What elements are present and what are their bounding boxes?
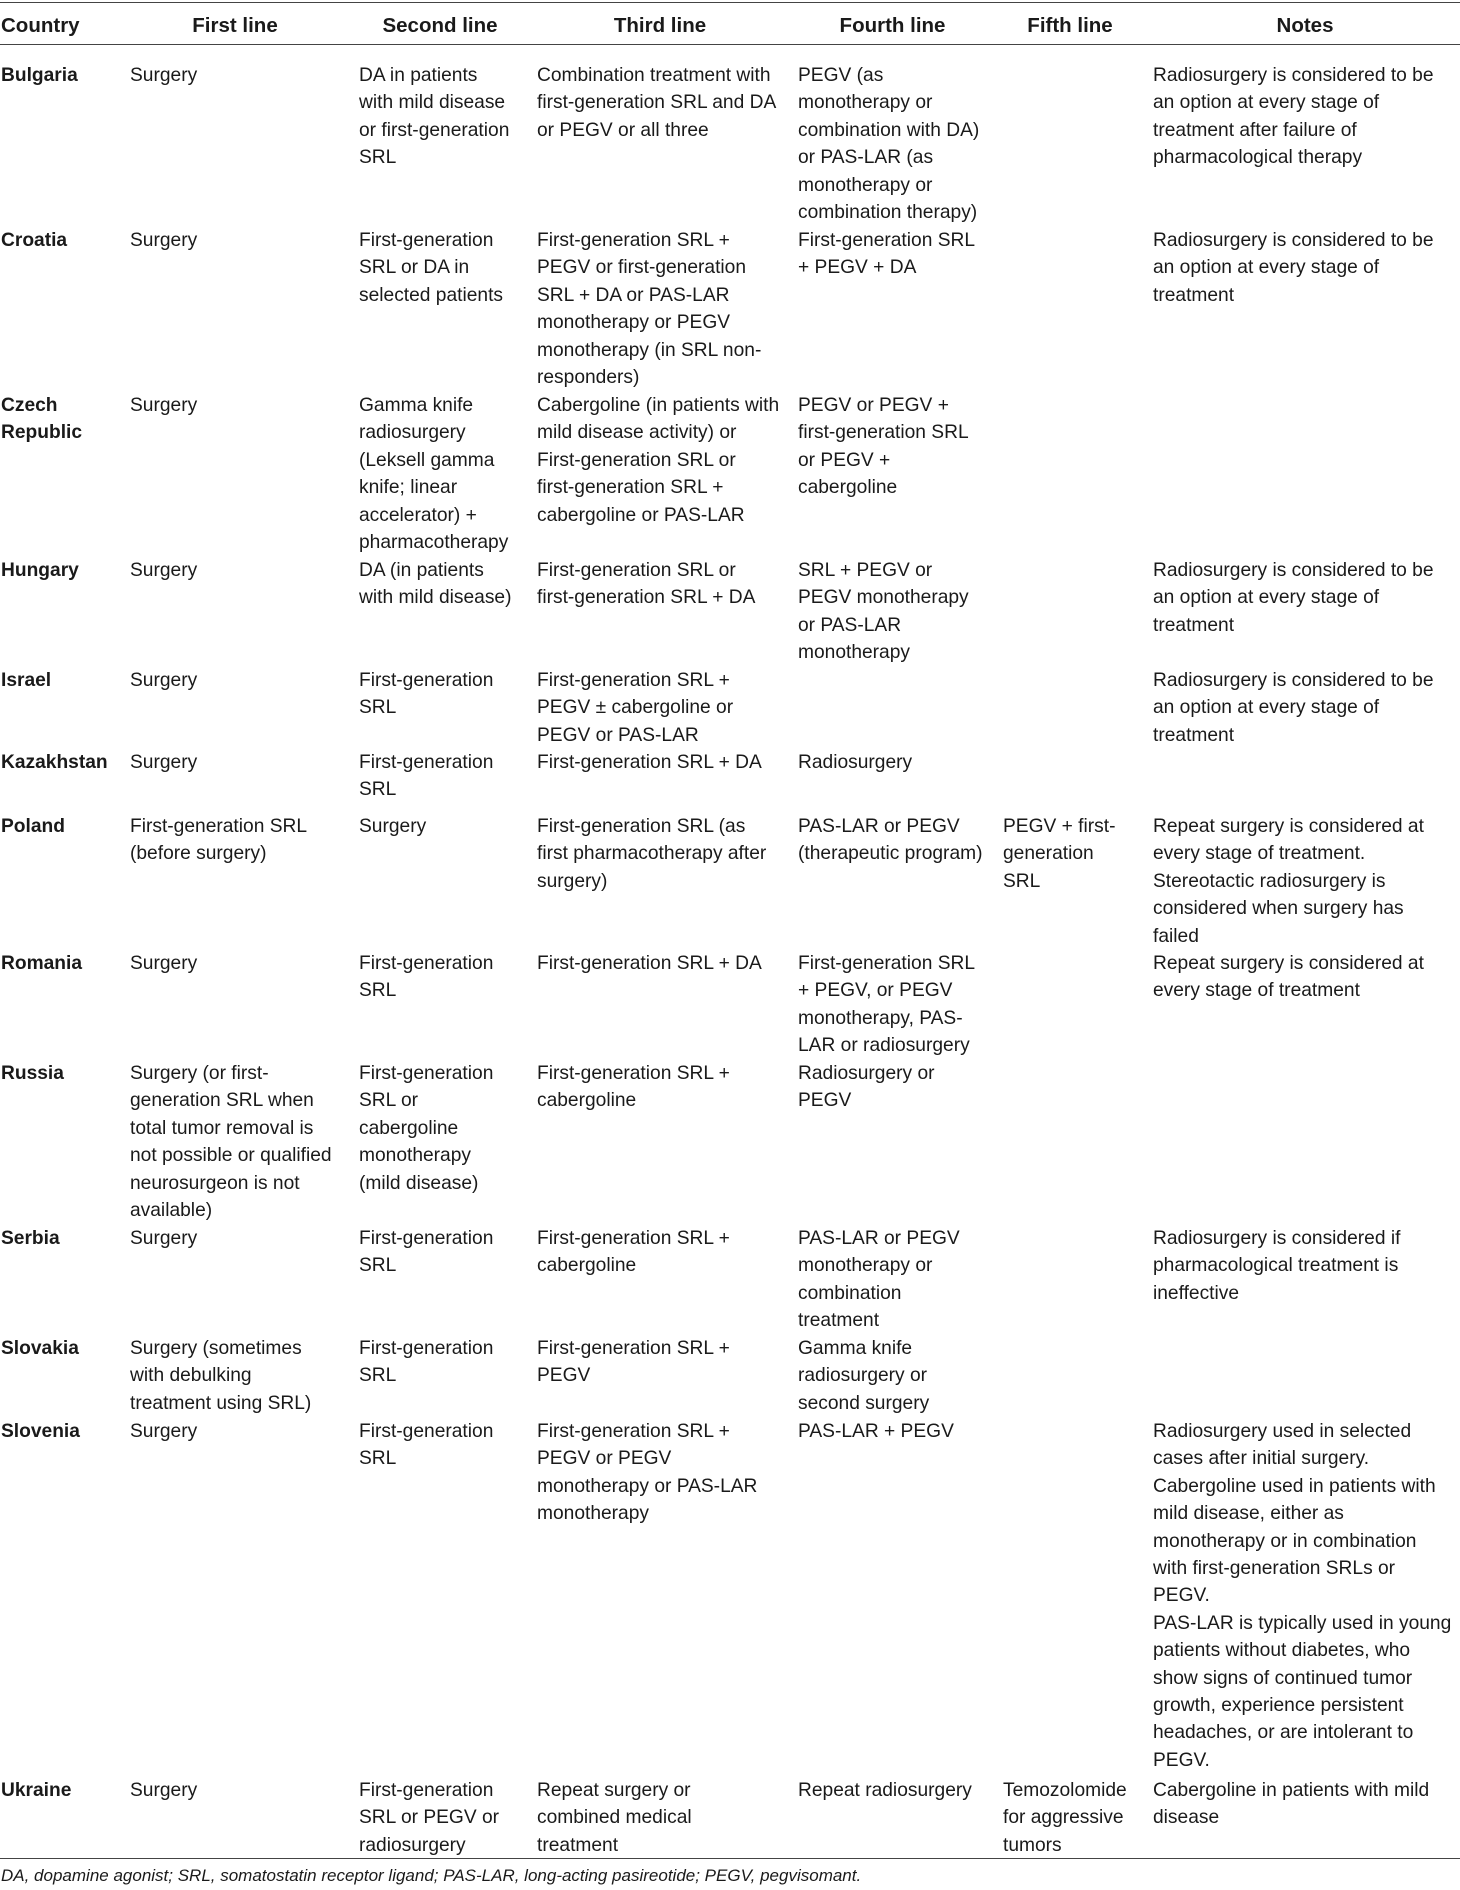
cell-fourth: Radiosurgery or PEGV xyxy=(798,1063,935,1112)
cell-second: First-generation SRL xyxy=(359,1228,494,1277)
cell-country: Poland xyxy=(1,816,65,837)
cell-first: Surgery xyxy=(130,1421,198,1442)
cell-notes: Radiosurgery is considered to be an option at every stage of treatment xyxy=(1153,670,1434,746)
cell-third: First-generation SRL + DA xyxy=(537,953,762,974)
cell-country: Serbia xyxy=(1,1228,60,1249)
cell-fourth: First-generation SRL + PEGV + DA xyxy=(798,230,976,279)
cell-country: Slovakia xyxy=(1,1338,79,1359)
cell-first: Surgery xyxy=(130,670,198,691)
cell-third: First-generation SRL + cabergoline xyxy=(537,1228,730,1277)
cell-fourth: Radiosurgery xyxy=(798,752,913,773)
cell-fourth: PEGV or PEGV + first-generation SRL or PEGV + cabergoline xyxy=(798,395,969,499)
cell-fourth: PAS-LAR or PEGV monotherapy or combination treatment xyxy=(798,1228,960,1332)
cell-third: Cabergoline (in patients with mild disease activity) or First-generation SRL or first-generation SRL + cabergoline or PAS-LAR xyxy=(537,395,780,526)
cell-second: DA in patients with mild disease or first-generation SRL xyxy=(359,65,510,169)
cell-second: First-generation SRL xyxy=(359,953,494,1002)
cell-fourth: PAS-LAR or PEGV (therapeutic program) xyxy=(798,816,983,865)
cell-first: Surgery xyxy=(130,953,198,974)
cell-first: Surgery xyxy=(130,560,198,581)
cell-fourth: SRL + PEGV or PEGV monotherapy or PAS-LAR monotherapy xyxy=(798,560,969,664)
cell-fourth: PAS-LAR + PEGV xyxy=(798,1421,954,1442)
cell-fifth: PEGV + first- generation SRL xyxy=(1003,816,1116,892)
cell-third: First-generation SRL + PEGV or first-generation SRL + DA or PAS-LAR monotherapy or PEGV monotherapy (in SRL non- responders) xyxy=(537,230,762,389)
cell-third: First-generation SRL + PEGV or PEGV monotherapy or PAS-LAR monotherapy xyxy=(537,1421,758,1525)
table-top-rule xyxy=(0,2,1460,3)
cell-country: Czech Republic xyxy=(1,395,83,444)
cell-fifth: Temozolomide for aggressive tumors xyxy=(1003,1780,1127,1856)
cell-country: Romania xyxy=(1,953,83,974)
cell-second: First-generation SRL or cabergoline monotherapy (mild disease) xyxy=(359,1063,494,1194)
header-fourth-line: Fourth line xyxy=(839,14,946,37)
cell-second: Gamma knife radiosurgery (Leksell gamma knife; linear accelerator) + pharmacotherapy xyxy=(359,395,509,554)
cell-second: DA (in patients with mild disease) xyxy=(359,560,512,609)
cell-country: Croatia xyxy=(1,230,68,251)
cell-third: First-generation SRL + PEGV ± cabergoline or PEGV or PAS-LAR xyxy=(537,670,734,746)
cell-country: Hungary xyxy=(1,560,79,581)
cell-third: First-generation SRL + cabergoline xyxy=(537,1063,730,1112)
header-second-line: Second line xyxy=(382,14,498,37)
cell-country: Russia xyxy=(1,1063,64,1084)
cell-second: First-generation SRL or PEGV or radiosurgery xyxy=(359,1780,500,1856)
cell-third: First-generation SRL + DA xyxy=(537,752,762,773)
cell-third: Repeat surgery or combined medical treatment xyxy=(537,1780,692,1856)
cell-first: Surgery xyxy=(130,1780,198,1801)
header-fifth-line: Fifth line xyxy=(1027,14,1113,37)
cell-country: Bulgaria xyxy=(1,65,78,86)
cell-second: First-generation SRL xyxy=(359,670,494,719)
cell-notes: Radiosurgery is considered if pharmacological treatment is ineffective xyxy=(1153,1228,1401,1304)
cell-third: First-generation SRL (as first pharmacotherapy after surgery) xyxy=(537,816,767,892)
cell-second: First-generation SRL xyxy=(359,1421,494,1470)
cell-first: First-generation SRL (before surgery) xyxy=(130,816,308,865)
cell-country: Israel xyxy=(1,670,52,691)
table-footnote: DA, dopamine agonist; SRL, somatostatin receptor ligand; PAS-LAR, long-acting pasireotide; PEGV, pegvisomant. xyxy=(1,1866,862,1885)
cell-notes: Repeat surgery is considered at every stage of treatment. Stereotactic radiosurgery is considered when surgery has failed xyxy=(1153,816,1424,947)
cell-second: First-generation SRL xyxy=(359,752,494,801)
table-header-rule xyxy=(0,44,1460,45)
cell-first: Surgery xyxy=(130,752,198,773)
cell-notes: Repeat surgery is considered at every stage of treatment xyxy=(1153,953,1424,1002)
cell-first: Surgery xyxy=(130,65,198,86)
cell-second: First-generation SRL xyxy=(359,1338,494,1387)
cell-country: Kazakhstan xyxy=(1,752,108,773)
cell-notes: Radiosurgery is considered to be an option at every stage of treatment xyxy=(1153,560,1434,636)
cell-country: Ukraine xyxy=(1,1780,72,1801)
cell-first: Surgery (sometimes with debulking treatment using SRL) xyxy=(130,1338,312,1414)
cell-second: First-generation SRL or DA in selected patients xyxy=(359,230,503,306)
cell-notes: Radiosurgery is considered to be an option at every stage of treatment after failure of pharmacological therapy xyxy=(1153,65,1434,169)
cell-country: Slovenia xyxy=(1,1421,80,1442)
cell-third: First-generation SRL + PEGV xyxy=(537,1338,730,1387)
cell-first: Surgery xyxy=(130,230,198,251)
cell-fourth: First-generation SRL + PEGV, or PEGV monotherapy, PAS- LAR or radiosurgery xyxy=(798,953,976,1057)
cell-first: Surgery (or first- generation SRL when total tumor removal is not possible or qualified neurosurgeon is not available) xyxy=(130,1063,332,1222)
header-notes: Notes xyxy=(1276,14,1334,37)
header-country: Country xyxy=(1,14,80,37)
cell-first: Surgery xyxy=(130,1228,198,1249)
cell-notes: Cabergoline in patients with mild disease xyxy=(1153,1780,1430,1829)
header-third-line: Third line xyxy=(613,14,707,37)
cell-first: Surgery xyxy=(130,395,198,416)
cell-fourth: PEGV (as monotherapy or combination with DA) or PAS-LAR (as monotherapy or combination therapy) xyxy=(798,65,980,224)
cell-third: Combination treatment with first-generation SRL and DA or PEGV or all three xyxy=(537,65,777,141)
header-first-line: First line xyxy=(192,14,278,37)
cell-notes: Radiosurgery is considered to be an option at every stage of treatment xyxy=(1153,230,1434,306)
cell-notes: Radiosurgery used in selected cases after initial surgery. Cabergoline used in patients with mild disease, either as monotherapy or in combination with first-generation SRLs or PEGV. PAS-LAR is typically used in young patients without diabetes, who show signs of continued tumor growth, experience persistent headaches, or are intolerant to PEGV. xyxy=(1153,1421,1452,1771)
cell-second: Surgery xyxy=(359,816,427,837)
cell-fourth: Repeat radiosurgery xyxy=(798,1780,972,1801)
cell-third: First-generation SRL or first-generation SRL + DA xyxy=(537,560,756,609)
cell-fourth: Gamma knife radiosurgery or second surgery xyxy=(798,1338,930,1414)
